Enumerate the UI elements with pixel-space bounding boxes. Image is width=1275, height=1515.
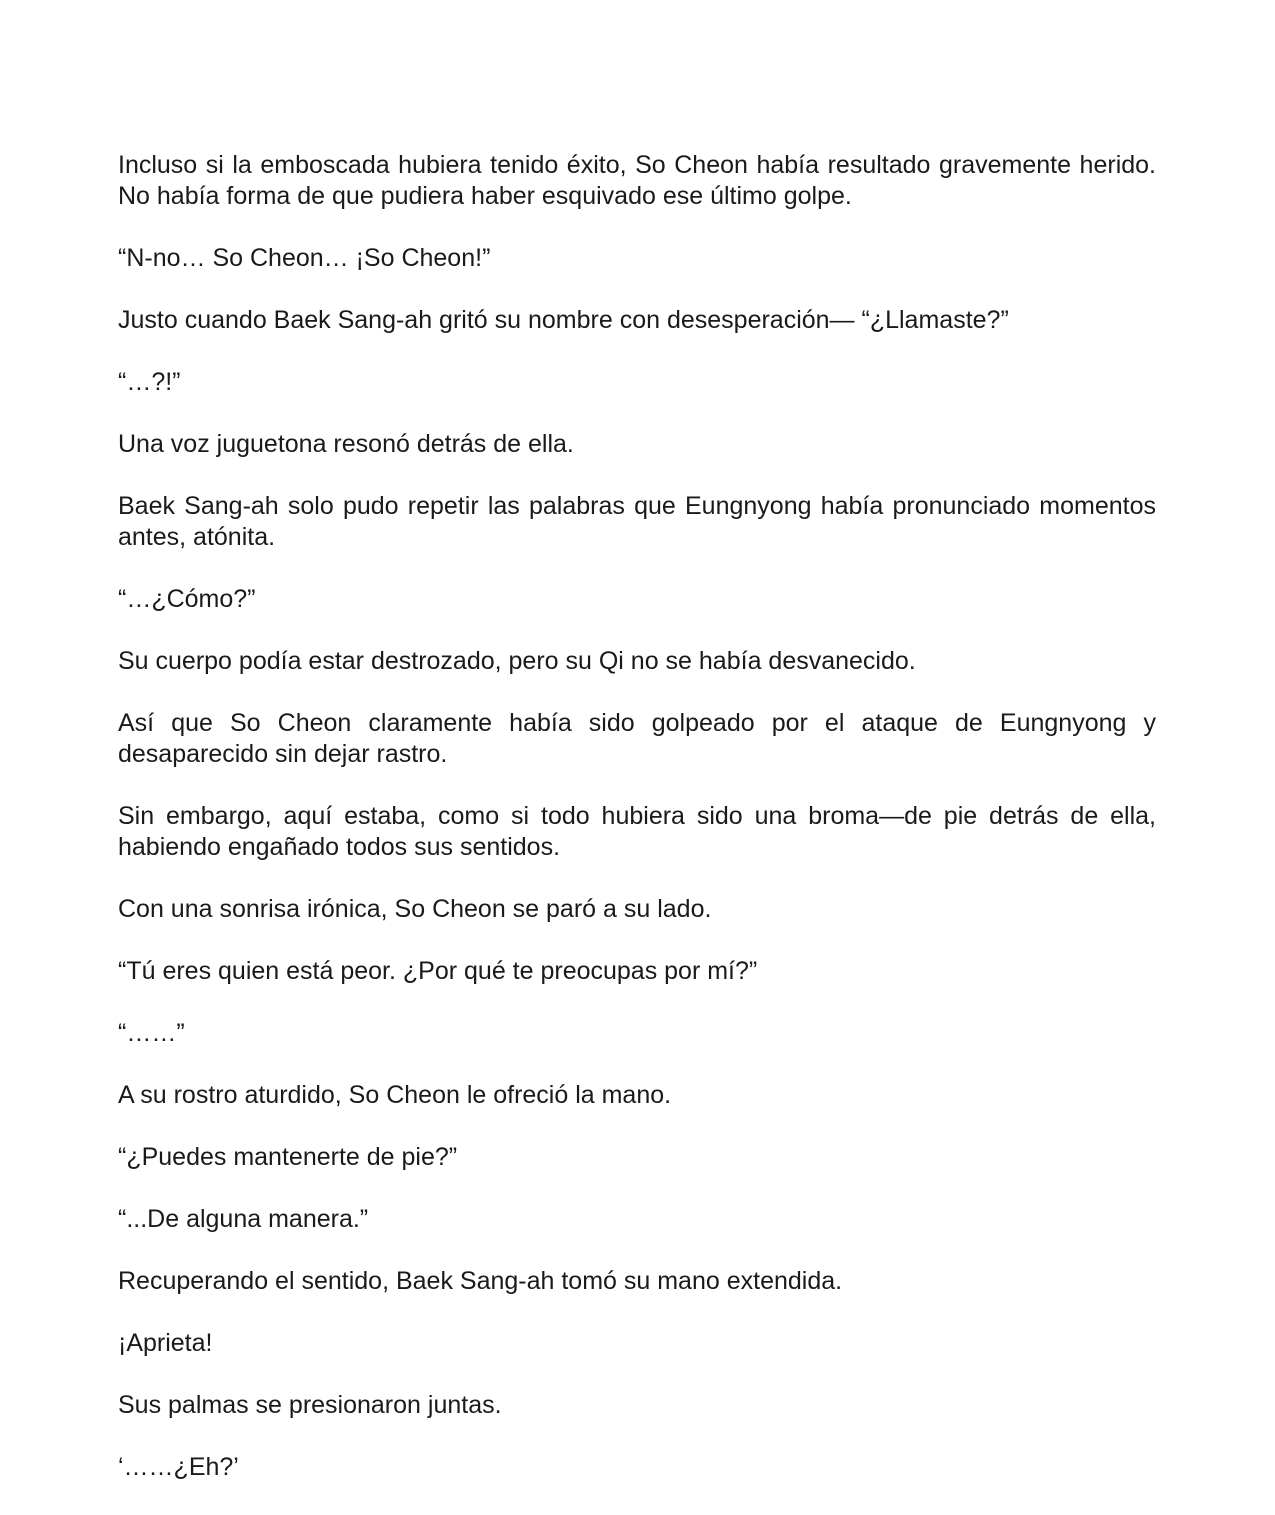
paragraph: “Tú eres quien está peor. ¿Por qué te preocupas por mí?” <box>118 957 758 985</box>
paragraph: “…¿Cómo?” <box>118 585 256 613</box>
paragraph: Sus palmas se presionaron juntas. <box>118 1391 502 1419</box>
paragraph: Con una sonrisa irónica, So Cheon se paró a su lado. <box>118 895 712 923</box>
paragraph: ¡Aprieta! <box>118 1329 213 1357</box>
paragraph: Recuperando el sentido, Baek Sang-ah tomó su mano extendida. <box>118 1267 843 1295</box>
paragraph: Sin embargo, aquí estaba, como si todo hubiera sido una broma—de pie detrás de ella, habiendo engañado todos sus sentidos. <box>118 802 1156 861</box>
paragraph: “…?!” <box>118 368 181 396</box>
paragraph: Su cuerpo podía estar destrozado, pero su Qi no se había desvanecido. <box>118 647 916 675</box>
paragraph: Justo cuando Baek Sang-ah gritó su nombre con desesperación— “¿Llamaste?” <box>118 306 1009 334</box>
document-page <box>118 150 1156 1483</box>
paragraph: A su rostro aturdido, So Cheon le ofreció la mano. <box>118 1081 672 1109</box>
paragraph: Así que So Cheon claramente había sido golpeado por el ataque de Eungnyong y desaparecido sin dejar rastro. <box>118 709 1156 768</box>
paragraph: “¿Puedes mantenerte de pie?” <box>118 1143 458 1171</box>
paragraph: Baek Sang-ah solo pudo repetir las palabras que Eungnyong había pronunciado momentos antes, atónita. <box>118 492 1156 551</box>
paragraph: “……” <box>118 1019 185 1047</box>
paragraph: “...De alguna manera.” <box>118 1205 369 1233</box>
paragraph: Incluso si la emboscada hubiera tenido éxito, So Cheon había resultado gravemente herido. No había forma de que pudiera haber esquivado ese último golpe. <box>118 151 1156 210</box>
paragraph: Una voz juguetona resonó detrás de ella. <box>118 430 574 458</box>
paragraph: ‘……¿Eh?’ <box>118 1453 239 1481</box>
paragraph: “N-no… So Cheon… ¡So Cheon!” <box>118 244 491 272</box>
